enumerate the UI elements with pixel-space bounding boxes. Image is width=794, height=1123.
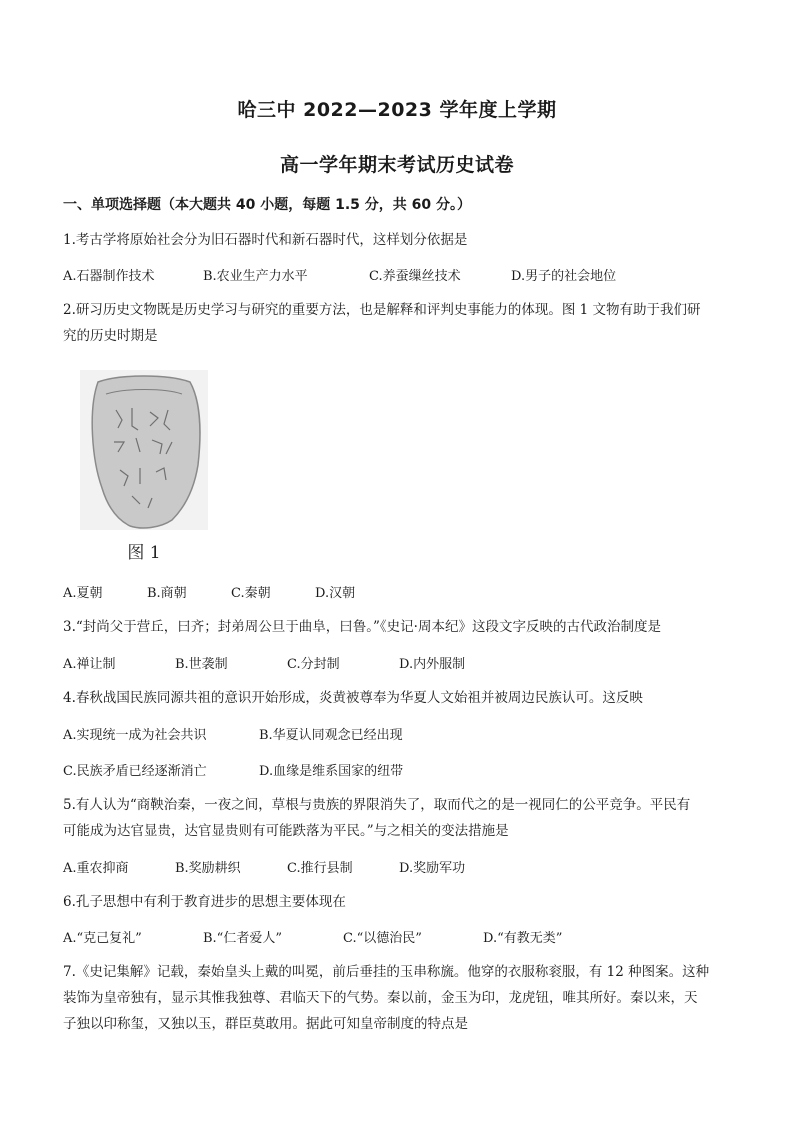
q1-stem: 1.考古学将原始社会分为旧石器时代和新石器时代，这样划分依据是 (63, 232, 468, 248)
q1-option-b: B.农业生产力水平 (203, 269, 308, 284)
q2-option-b: B.商朝 (147, 586, 187, 601)
q2-option-d: D.汉朝 (315, 586, 356, 601)
q1-option-d: D.男子的社会地位 (511, 269, 617, 284)
q2-option-a: A.夏朝 (63, 586, 103, 601)
q5-option-c: C.推行县制 (287, 861, 353, 876)
oracle-bone-figure (80, 370, 208, 568)
q5-stem-line1: 5.有人认为“商鞅治秦，一夜之间，草根与贵族的界限消失了，取而代之的是一视同仁的公平竞争。平民有 (63, 797, 691, 813)
q6-option-a: A.“克己复礼” (63, 931, 142, 946)
q6-option-c: C.“以德治民” (343, 931, 422, 946)
q2-stem-line1: 2.研习历史文物既是历史学习与研究的重要方法，也是解释和评判史事能力的体现。图 1 文物有助于我们研 (63, 302, 701, 318)
q3-option-b: B.世袭制 (175, 657, 228, 672)
q3-stem: 3.“封尚父于营丘，曰齐；封弟周公旦于曲阜，曰鲁。”《史记·周本纪》这段文字反映的古代政治制度是 (63, 619, 661, 635)
q5-option-b: B.奖励耕织 (175, 861, 241, 876)
q4-option-d: D.血缘是维系国家的纽带 (259, 764, 404, 779)
exam-title-line1: 哈三中 2022—2023 学年度上学期 (237, 99, 557, 121)
q4-option-c: C.民族矛盾已经逐渐消亡 (63, 764, 207, 779)
q7-stem-line3: 子独以印称玺，又独以玉，群臣莫敢用。据此可知皇帝制度的特点是 (63, 1016, 468, 1032)
q3-option-a: A.禅让制 (63, 657, 116, 672)
q6-option-d: D.“有教无类” (483, 931, 563, 946)
q3-option-d: D.内外服制 (399, 657, 466, 672)
section-heading: 一、单项选择题（本大题共 40 小题，每题 1.5 分，共 60 分。） (63, 197, 472, 213)
exam-title-line2: 高一学年期末考试历史试卷 (279, 154, 514, 176)
figure-caption: 图 1 (127, 543, 161, 563)
q3-option-c: C.分封制 (287, 657, 340, 672)
q5-option-a: A.重农抑商 (63, 861, 129, 876)
q6-stem: 6.孔子思想中有利于教育进步的思想主要体现在 (63, 894, 346, 910)
q4-stem: 4.春秋战国民族同源共祖的意识开始形成，炎黄被尊奉为华夏人文始祖并被周边民族认可。这反映 (63, 690, 643, 706)
q2-option-c: C.秦朝 (231, 586, 271, 601)
q4-option-b: B.华夏认同观念已经出现 (259, 728, 403, 743)
q7-stem-line2: 装饰为皇帝独有，显示其惟我独尊、君临天下的气势。秦以前，金玉为印，龙虎钮，唯其所好。秦以来，天 (63, 990, 698, 1006)
q5-option-d: D.奖励军功 (399, 861, 466, 876)
q6-option-b: B.“仁者爱人” (203, 931, 282, 946)
q4-option-a: A.实现统一成为社会共识 (63, 728, 207, 743)
oracle-bone-image (80, 370, 208, 568)
q2-stem-line2: 究的历史时期是 (63, 328, 158, 344)
q7-stem-line1: 7.《史记集解》记载，秦始皇头上戴的叫冕，前后垂挂的玉串称旒。他穿的衣服称衮服，有 12 种图案。这种 (63, 964, 710, 980)
q5-stem-line2: 可能成为达官显贵，达官显贵则有可能跌落为平民。”与之相关的变法措施是 (63, 823, 509, 839)
q1-option-a: A.石器制作技术 (63, 269, 155, 284)
q1-option-c: C.养蚕缫丝技术 (369, 269, 461, 284)
